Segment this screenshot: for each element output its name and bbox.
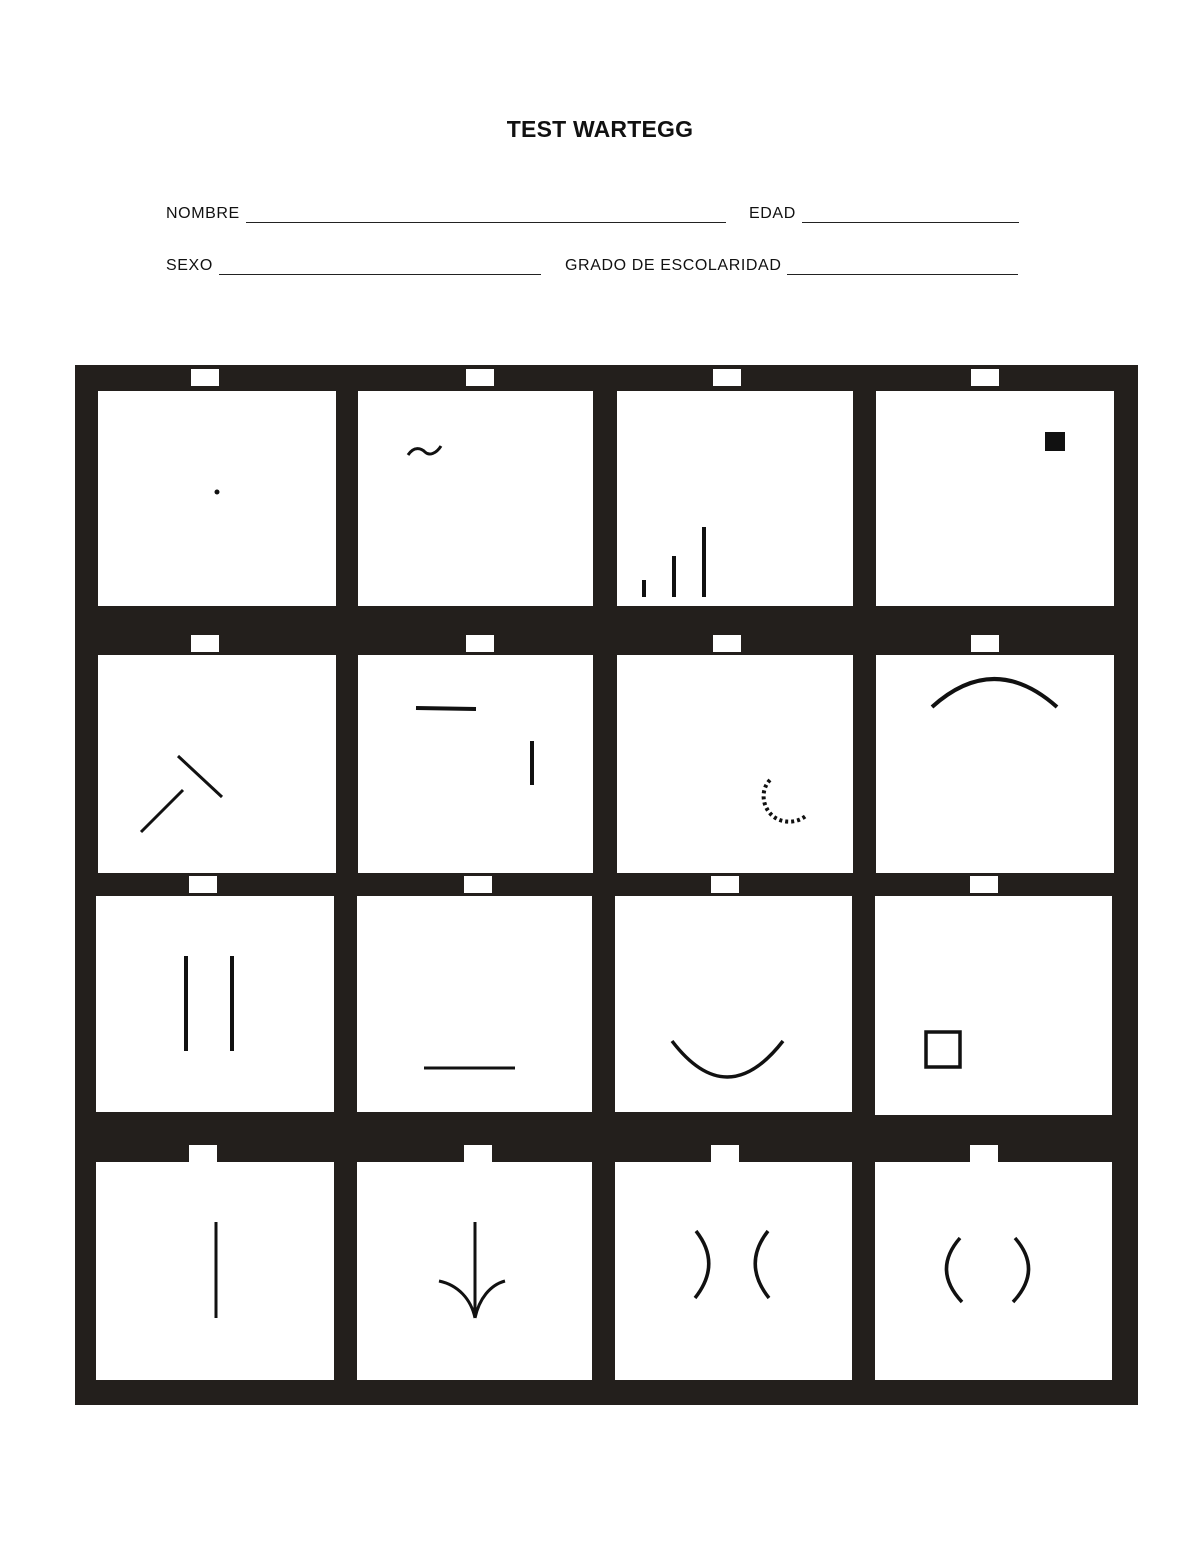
box-tab <box>711 876 739 893</box>
stimulus-box-16[interactable] <box>875 1145 1112 1380</box>
stimulus-box-1[interactable] <box>98 369 336 606</box>
stimulus-box-12[interactable] <box>875 876 1112 1115</box>
edad-label: EDAD <box>749 205 796 222</box>
escolaridad-label: GRADO DE ESCOLARIDAD <box>565 257 782 274</box>
stimulus-box-11[interactable] <box>615 876 852 1112</box>
stimulus-box-13[interactable] <box>96 1145 334 1380</box>
box-tab <box>713 635 741 652</box>
stimulus-box-2[interactable] <box>358 369 593 606</box>
box-tab <box>971 369 999 386</box>
stimulus-box-14[interactable] <box>357 1145 592 1380</box>
box-tab <box>466 369 494 386</box>
box-tab <box>466 635 494 652</box>
box-tab <box>464 1145 492 1164</box>
box-tab <box>464 876 492 893</box>
page-title: TEST WARTEGG <box>506 116 694 142</box>
nombre-label: NOMBRE <box>166 205 240 222</box>
box-tab <box>189 1145 217 1164</box>
sexo-label: SEXO <box>166 257 213 274</box>
stimulus-box-7[interactable] <box>617 635 853 873</box>
box-tab <box>970 876 998 893</box>
box-tab <box>970 1145 998 1164</box>
box-tab <box>713 369 741 386</box>
stimulus-box-8[interactable] <box>876 635 1114 873</box>
dot-stimulus <box>215 490 220 495</box>
box-tab <box>189 876 217 893</box>
box-tab <box>971 635 999 652</box>
stimulus-box-4[interactable] <box>876 369 1114 606</box>
stimulus-box-5[interactable] <box>98 635 336 873</box>
stimulus-box-10[interactable] <box>357 876 592 1112</box>
black-square-stimulus <box>1045 432 1065 451</box>
box-tab <box>191 369 219 386</box>
box-tab <box>191 635 219 652</box>
box-tab <box>711 1145 739 1164</box>
stimulus-box-15[interactable] <box>615 1145 852 1380</box>
stimulus-box-6[interactable] <box>358 635 593 873</box>
stimulus-box-9[interactable] <box>96 876 334 1112</box>
stimulus-box-3[interactable] <box>617 369 853 606</box>
